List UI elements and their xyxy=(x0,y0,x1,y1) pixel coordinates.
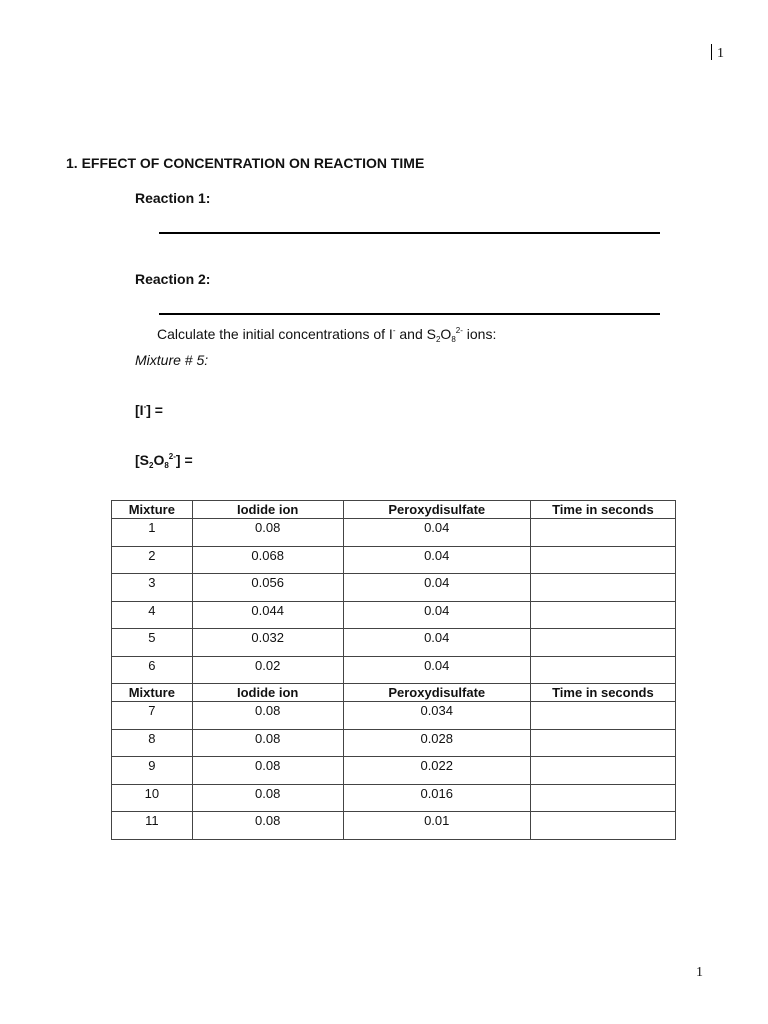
reaction2-label: Reaction 2: xyxy=(135,271,211,287)
cell-time[interactable] xyxy=(530,812,675,840)
cell-peroxydisulfate: 0.04 xyxy=(343,574,530,602)
cell-mixture: 9 xyxy=(112,757,193,785)
cell-time[interactable] xyxy=(530,519,675,547)
cell-mixture: 7 xyxy=(112,702,193,730)
cell-peroxydisulfate: 0.04 xyxy=(343,519,530,547)
iodide-close: ] = xyxy=(146,402,163,418)
s-subscript: 2 xyxy=(435,335,441,344)
persulfate-o: O xyxy=(153,452,165,468)
table-row xyxy=(112,757,676,785)
instruction-suffix: ions: xyxy=(462,326,497,342)
cell-iodide: 0.08 xyxy=(192,729,343,757)
reaction2-answer-line xyxy=(159,313,660,315)
cell-time[interactable] xyxy=(530,729,675,757)
iodide-equation xyxy=(135,402,163,418)
header-mixture: Mixture xyxy=(112,684,193,702)
cell-peroxydisulfate: 0.04 xyxy=(343,629,530,657)
cell-time[interactable] xyxy=(530,784,675,812)
cell-mixture: 10 xyxy=(112,784,193,812)
cell-iodide: 0.08 xyxy=(192,519,343,547)
cell-mixture: 11 xyxy=(112,812,193,840)
cell-peroxydisulfate: 0.016 xyxy=(343,784,530,812)
cell-iodide: 0.044 xyxy=(192,601,343,629)
cell-time[interactable] xyxy=(530,702,675,730)
table-row xyxy=(112,574,676,602)
cell-mixture: 1 xyxy=(112,519,193,547)
header-time: Time in seconds xyxy=(530,501,675,519)
cell-iodide: 0.068 xyxy=(192,546,343,574)
header-peroxydisulfate: Peroxydisulfate xyxy=(343,501,530,519)
cell-iodide: 0.056 xyxy=(192,574,343,602)
cell-peroxydisulfate: 0.01 xyxy=(343,812,530,840)
table-row xyxy=(112,812,676,840)
persulfate-close: ] = xyxy=(175,452,193,468)
header-divider xyxy=(711,44,712,60)
cell-peroxydisulfate: 0.028 xyxy=(343,729,530,757)
persulfate-sub1: 2 xyxy=(149,461,154,470)
instruction-text xyxy=(157,326,496,342)
table-row xyxy=(112,519,676,547)
persulfate-equation xyxy=(135,452,193,468)
cell-mixture: 2 xyxy=(112,546,193,574)
cell-time[interactable] xyxy=(530,546,675,574)
cell-iodide: 0.08 xyxy=(192,784,343,812)
cell-time[interactable] xyxy=(530,629,675,657)
table-row xyxy=(112,601,676,629)
cell-peroxydisulfate: 0.04 xyxy=(343,546,530,574)
persulfate-sub2: 8 xyxy=(164,461,169,470)
header-iodide: Iodide ion xyxy=(192,501,343,519)
header-time: Time in seconds xyxy=(530,684,675,702)
iodide-open: [I xyxy=(135,402,144,418)
mixture-label: Mixture # 5: xyxy=(135,352,209,368)
table-row xyxy=(112,546,676,574)
cell-mixture: 6 xyxy=(112,656,193,684)
table-row xyxy=(112,784,676,812)
cell-iodide: 0.08 xyxy=(192,702,343,730)
cell-time[interactable] xyxy=(530,574,675,602)
table-header-row xyxy=(112,684,676,702)
cell-time[interactable] xyxy=(530,656,675,684)
concentration-table xyxy=(111,500,676,840)
cell-mixture: 4 xyxy=(112,601,193,629)
table-row xyxy=(112,656,676,684)
cell-mixture: 8 xyxy=(112,729,193,757)
persulfate-open: [S xyxy=(135,452,149,468)
cell-mixture: 5 xyxy=(112,629,193,657)
cell-mixture: 3 xyxy=(112,574,193,602)
table-row xyxy=(112,702,676,730)
instruction-prefix: Calculate the initial concentrations of I xyxy=(157,326,393,342)
iodide-charge: - xyxy=(392,326,396,335)
cell-time[interactable] xyxy=(530,757,675,785)
cell-iodide: 0.08 xyxy=(192,812,343,840)
cell-iodide: 0.08 xyxy=(192,757,343,785)
table-row xyxy=(112,729,676,757)
persulfate-eq-charge: 2- xyxy=(168,452,176,461)
instruction-and: and S xyxy=(395,326,436,342)
header-iodide: Iodide ion xyxy=(192,684,343,702)
cell-peroxydisulfate: 0.022 xyxy=(343,757,530,785)
header-peroxydisulfate: Peroxydisulfate xyxy=(343,684,530,702)
table-header-row xyxy=(112,501,676,519)
cell-peroxydisulfate: 0.04 xyxy=(343,601,530,629)
oxygen-symbol: O xyxy=(440,326,452,342)
cell-iodide: 0.032 xyxy=(192,629,343,657)
page-number-bottom: 1 xyxy=(696,965,703,980)
header-mixture: Mixture xyxy=(112,501,193,519)
cell-peroxydisulfate: 0.034 xyxy=(343,702,530,730)
reaction1-label: Reaction 1: xyxy=(135,190,211,206)
reaction1-answer-line xyxy=(159,232,660,234)
page-number-top-text: 1 xyxy=(717,46,724,61)
section-heading: 1. EFFECT OF CONCENTRATION ON REACTION TIME xyxy=(66,155,425,171)
page-number-top xyxy=(711,44,724,62)
table-row xyxy=(112,629,676,657)
cell-time[interactable] xyxy=(530,601,675,629)
o-subscript: 8 xyxy=(451,335,456,344)
cell-peroxydisulfate: 0.04 xyxy=(343,656,530,684)
persulfate-charge: 2- xyxy=(455,326,463,335)
cell-iodide: 0.02 xyxy=(192,656,343,684)
iodide-eq-charge: - xyxy=(143,402,147,411)
